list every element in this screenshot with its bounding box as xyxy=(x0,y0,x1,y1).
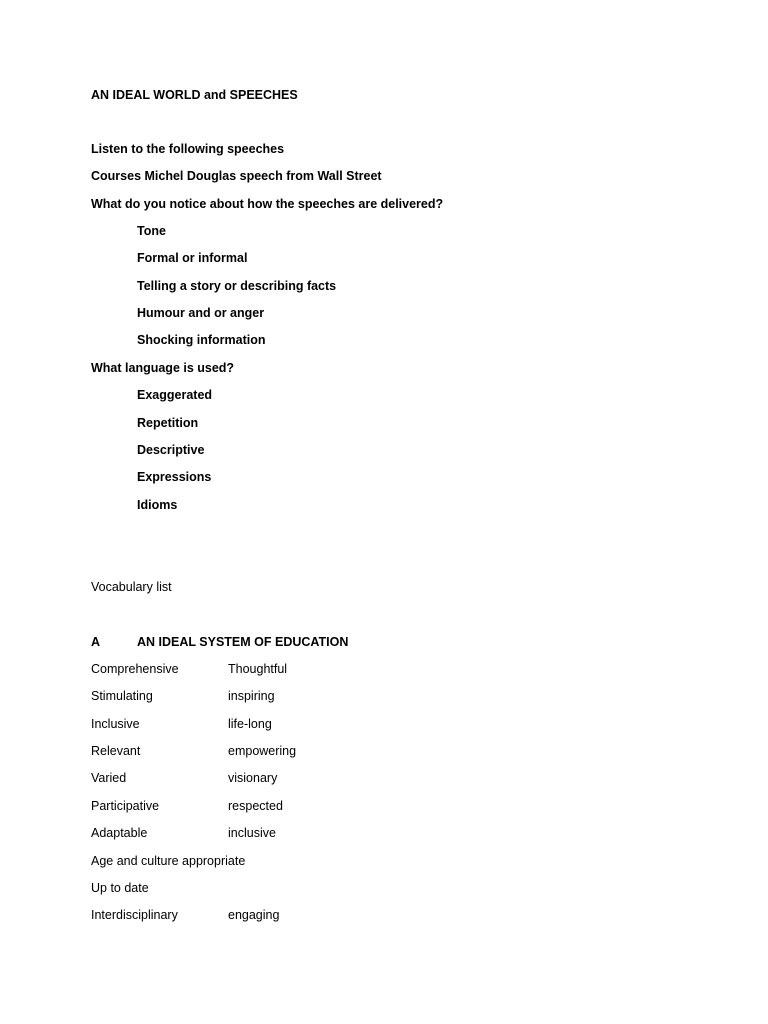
vocab-word: Comprehensive xyxy=(91,662,179,676)
language-item: Idioms xyxy=(137,498,178,512)
vocab-word: Varied xyxy=(91,771,127,785)
vocab-word: visionary xyxy=(228,771,278,785)
delivery-item: Humour and or anger xyxy=(137,306,265,320)
vocab-word: engaging xyxy=(228,908,280,922)
delivery-item: Formal or informal xyxy=(137,251,248,265)
vocab-word: empowering xyxy=(228,744,297,758)
vocab-word: Thoughtful xyxy=(228,662,288,676)
vocab-word: Interdisciplinary xyxy=(91,908,178,922)
language-item: Expressions xyxy=(137,470,212,484)
vocab-word: respected xyxy=(228,799,283,813)
language-item: Repetition xyxy=(137,416,199,430)
delivery-item: Tone xyxy=(137,224,166,238)
vocab-word: inspiring xyxy=(228,689,275,703)
vocabulary-heading: Vocabulary list xyxy=(91,580,172,594)
vocab-word: Adaptable xyxy=(91,826,148,840)
vocab-word: Participative xyxy=(91,799,160,813)
question-language: What language is used? xyxy=(91,361,235,375)
vocab-word: Relevant xyxy=(91,744,141,758)
vocab-word: Inclusive xyxy=(91,717,140,731)
delivery-item: Telling a story or describing facts xyxy=(137,279,337,293)
section-title: AN IDEAL SYSTEM OF EDUCATION xyxy=(137,635,349,649)
language-item: Descriptive xyxy=(137,443,205,457)
vocab-word: life-long xyxy=(228,717,272,731)
delivery-item: Shocking information xyxy=(137,333,266,347)
section-letter: A xyxy=(91,635,101,649)
vocab-word: Stimulating xyxy=(91,689,153,703)
document-title: AN IDEAL WORLD and SPEECHES xyxy=(91,88,298,102)
intro-line: Listen to the following speeches xyxy=(91,142,285,156)
vocab-word: Up to date xyxy=(91,881,149,895)
courses-line: Courses Michel Douglas speech from Wall Street xyxy=(91,169,382,183)
question-delivery: What do you notice about how the speeches are delivered? xyxy=(91,197,444,211)
vocab-word: inclusive xyxy=(228,826,276,840)
vocab-word: Age and culture appropriate xyxy=(91,854,246,868)
language-item: Exaggerated xyxy=(137,388,213,402)
